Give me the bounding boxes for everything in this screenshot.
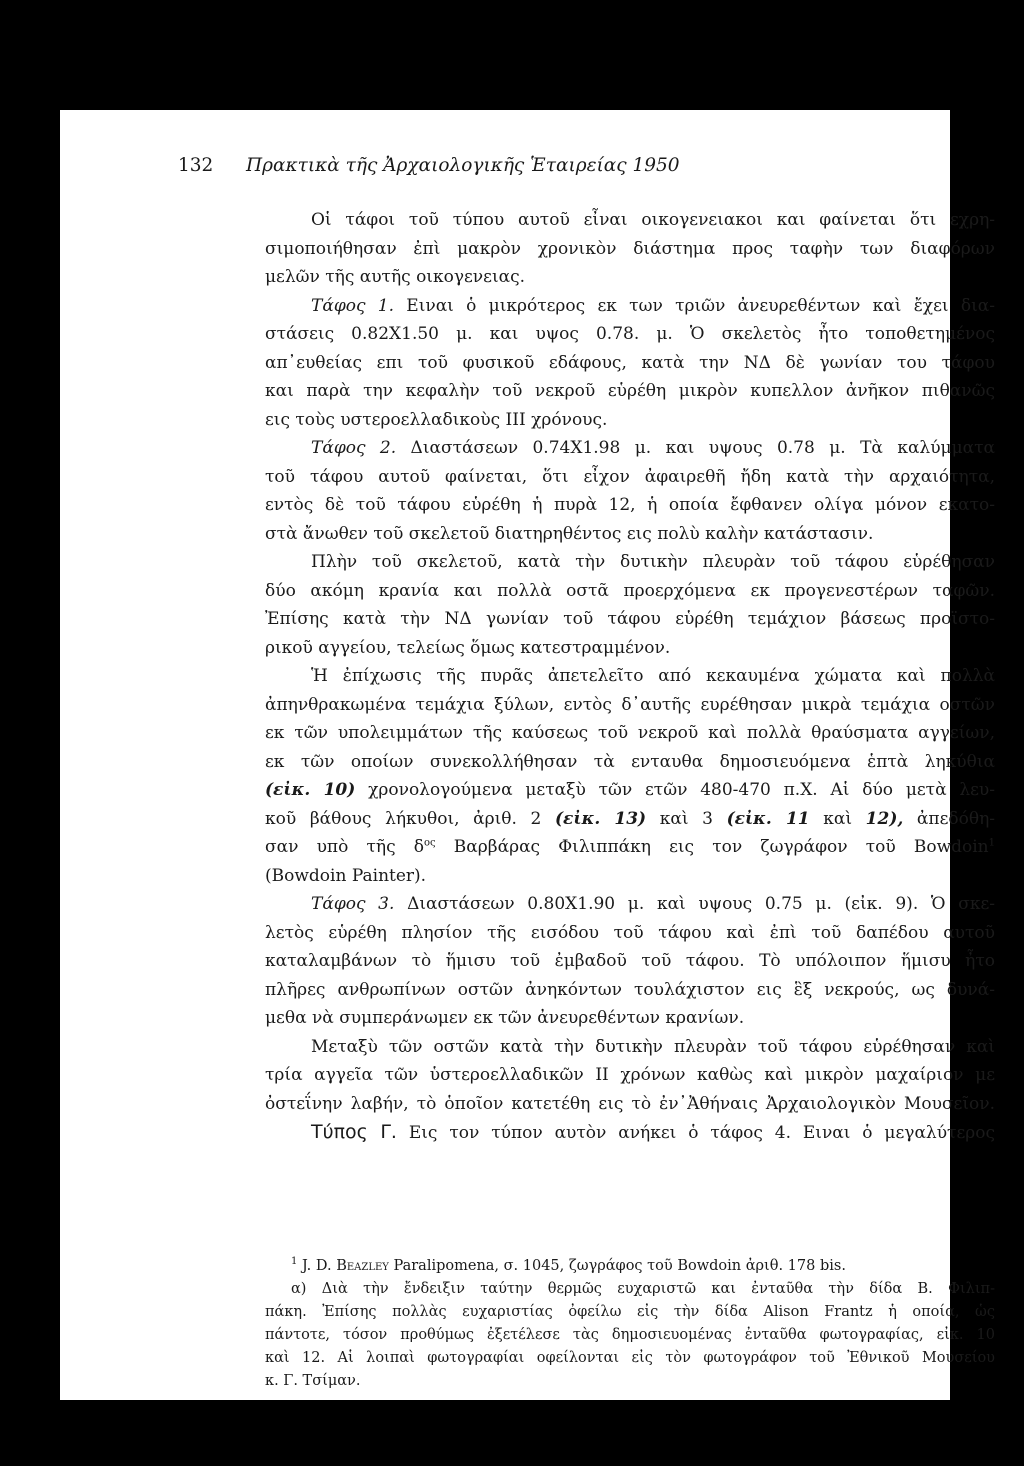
text-line: εντὸς δὲ τοῦ τάφου εὑρέθη ἡ πυρὰ 12, ἡ οποία ἔφθανεν ολίγα μόνον εκατο-: [265, 495, 995, 515]
text-line: ἀπηνθρακωμένα τεμάχια ξύλων, εντὸς δ᾽αυτῆς ευρέθησαν μικρὰ τεμάχια οστῶν: [265, 694, 995, 715]
text-line: Τάφος 2. Διαστάσεων 0.74X1.98 μ. και υψους 0.78 μ. Τὰ καλύμματα: [311, 438, 995, 458]
footnotes: [265, 1255, 995, 1393]
footnote-line: καὶ 12. Αἱ λοιπαὶ φωτογραφίαι οφείλονται εἰς τὸν φωτογράφον τοῦ Ἐθνικοῦ Μουσείου: [265, 1350, 995, 1366]
text-line: καταλαμβάνων τὸ ἥμισυ τοῦ ἐμβαδοῦ τοῦ τάφου. Τὸ υπόλοιπον ἥμισυ ἦτο: [265, 951, 995, 971]
text-line: Τάφος 1. Ειναι ὁ μικρότερος εκ των τριῶν ἀνευρεθέντων καὶ ἔχει δια-: [311, 295, 995, 316]
running-title: Πρακτικὰ τῆς Ἀρχαιολογικῆς Ἑταιρείας 1950: [246, 155, 680, 176]
text-line: (Bowdoin Painter).: [265, 865, 427, 886]
ordinal-superscript: ος: [424, 837, 436, 849]
text-line: Μεταξὺ τῶν οστῶν κατὰ τὴν δυτικὴν πλευρὰν τοῦ τάφου εὑρέθησαν καὶ: [311, 1036, 995, 1057]
text-line: ρικοῦ αγγείου, τελείως ὅμως κατεστραμμένον.: [265, 637, 671, 658]
text-line: απ᾽ευθείας επι τοῦ φυσικοῦ εδάφους, κατὰ την ΝΔ δὲ γωνίαν του τάφου: [265, 352, 995, 373]
figure-ref: 12),: [865, 808, 904, 829]
text-line: κοῦ βάθους λήκυθοι, ἀριθ. 2 (εἰκ. 13) καὶ 3 (εἰκ. 11 καὶ 12), ἀπεδόθη-: [265, 808, 996, 829]
figure-ref: (εἰκ. 13): [555, 808, 647, 829]
footnote-mark: 1: [291, 1256, 298, 1268]
text-line: τοῦ τάφου αυτοῦ φαίνεται, ὅτι εἶχον ἀφαιρεθῆ ἤδη κατὰ τὴν αρχαιότητα,: [265, 466, 995, 487]
footnote-ref: 1: [988, 837, 996, 849]
text-line: (εἰκ. 10) χρονολογούμενα μεταξὺ τῶν ετῶν 480-470 π.Χ. Αἱ δύο μετὰ λευ-: [265, 780, 996, 800]
text-line: εκ τῶν υπολειμμάτων τῆς καύσεως τοῦ νεκροῦ καὶ πολλὰ θραύσματα αγγείων,: [265, 723, 995, 743]
text-line: Τύπος Γ. Εις τον τύπον αυτὸν ανήκει ὁ τάφος 4. Ειναι ὁ μεγαλύτερος: [311, 1121, 995, 1143]
text-line: εκ τῶν οποίων συνεκολλήθησαν τὰ ενταυθα δημοσιευόμενα ἑπτὰ ληκύθια: [265, 751, 995, 772]
text-line: Ἐπίσης κατὰ τὴν ΝΔ γωνίαν τοῦ τάφου εὑρέθη τεμάχιον βάσεως προϊστο-: [265, 609, 995, 629]
text-line: λετὸς εὑρέθη πλησίον τῆς εισόδου τοῦ τάφου καὶ ἐπὶ τοῦ δαπέδου αυτοῦ: [265, 922, 995, 943]
text-line: τρία αγγεῖα τῶν ὑστεροελλαδικῶν II χρόνων καθὼς καὶ μικρὸν μαχαίριον με: [265, 1065, 995, 1085]
tomb-3-label: Τάφος 3.: [311, 894, 395, 914]
figure-ref: (εἰκ. 11: [726, 808, 810, 829]
text-line: και παρὰ την κεφαλὴν τοῦ νεκροῦ εὑρέθη μικρὸν κυπελλον ἀνῆκον πιθανῶς: [265, 381, 995, 401]
text-line: σαν υπὸ τῆς $\delta^{o\varsigma}$ Βαρβάρας Φιλιππάκη εις τον ζωγράφον τοῦ Bowdoin$^1$: [265, 837, 996, 857]
text-line: εις τοὺς υστεροελλαδικοὺς III χρόνους.: [265, 409, 608, 430]
text-line: ὀστεΐνην λαβήν, τὸ ὁποῖον κατετέθη εις τὸ ἐν᾽Ἀθήναις Ἀρχαιολογικὸν Μουσεῖον.: [265, 1093, 995, 1114]
text-line: μεθα νὰ συμπεράνωμεν εκ τῶν ἀνευρεθέντων κρανίων.: [265, 1008, 745, 1028]
document-page: [60, 110, 996, 1400]
text-line: στὰ ἄνωθεν τοῦ σκελετοῦ διατηρηθέντος εις πολὺ καλὴν κατάστασιν.: [265, 523, 874, 544]
footnote-author: J. D. Beazley: [301, 1258, 389, 1274]
text-line: Πλὴν τοῦ σκελετοῦ, κατὰ τὴν δυτικὴν πλευρὰν τοῦ τάφου εὑρέθησαν: [311, 552, 995, 572]
footnote-line: κ. Γ. Τσίμαν.: [265, 1373, 361, 1389]
tomb-2-label: Τάφος 2.: [311, 438, 397, 458]
main-text: [265, 206, 995, 1148]
text-line: Τάφος 3. Διαστάσεων 0.80X1.90 μ. καὶ υψους 0.75 μ. (εἰκ. 9). Ὁ σκε-: [311, 894, 995, 914]
footnote-line: πάντοτε, τόσον προθύμως ἐξετέλεσε τὰς δημοσιευομένας ἐνταῦθα φωτογραφίας, εἰκ. 10: [265, 1327, 995, 1343]
text-line: πλῆρες ανθρωπίνων οστῶν ἀνηκόντων τουλάχιστον εις ἓξ νεκρούς, ως δυνά-: [265, 979, 995, 1000]
page-number: 132: [178, 155, 214, 176]
text-line: δύο ακόμη κρανία και πολλὰ οστᾶ προερχόμενα εκ προγενεστέρων ταφῶν.: [265, 580, 995, 601]
type-g-heading: Τύπος Γ.: [311, 1121, 397, 1143]
text-line: στάσεις 0.82X1.50 μ. και υψος 0.78. μ. Ὁ σκελετὸς ἦτο τοποθετημένος: [265, 324, 995, 344]
text-line: σιμοποιήθησαν ἐπὶ μακρὸν χρονικὸν διάστημα προς ταφὴν των διαφόρων: [265, 238, 995, 259]
text-line: Ἡ ἐπίχωσις τῆς πυρᾶς ἀπετελεῖτο από κεκαυμένα χώματα καὶ πολλὰ: [311, 666, 995, 686]
text-line: μελῶν τῆς αυτῆς οικογενειας.: [265, 267, 526, 287]
text-line: Οἱ τάφοι τοῦ τύπου αυτοῦ εἶναι οικογενειακοι και φαίνεται ὅτι εχρη-: [311, 210, 995, 230]
footnote-line: α) Διὰ τὴν ἔνδειξιν ταύτην θερμῶς ευχαριστῶ και ἐνταῦθα τὴν δίδα Β. Φιλιπ-: [291, 1281, 995, 1297]
footnote-line: πάκη. Ἐπίσης πολλὰς ευχαριστίας ὀφείλω εἰς τὴν δίδα Alison Frantz ἡ οποία, ὡς: [265, 1304, 995, 1320]
figure-ref: (εἰκ. 10): [265, 780, 356, 800]
footnote-1: $^1$ J. D. Beazley Paralipomena, σ. 1045, ζωγράφος τοῦ Bowdoin ἀριθ. 178 bis.: [291, 1256, 846, 1274]
tomb-1-label: Τάφος 1.: [311, 295, 394, 316]
